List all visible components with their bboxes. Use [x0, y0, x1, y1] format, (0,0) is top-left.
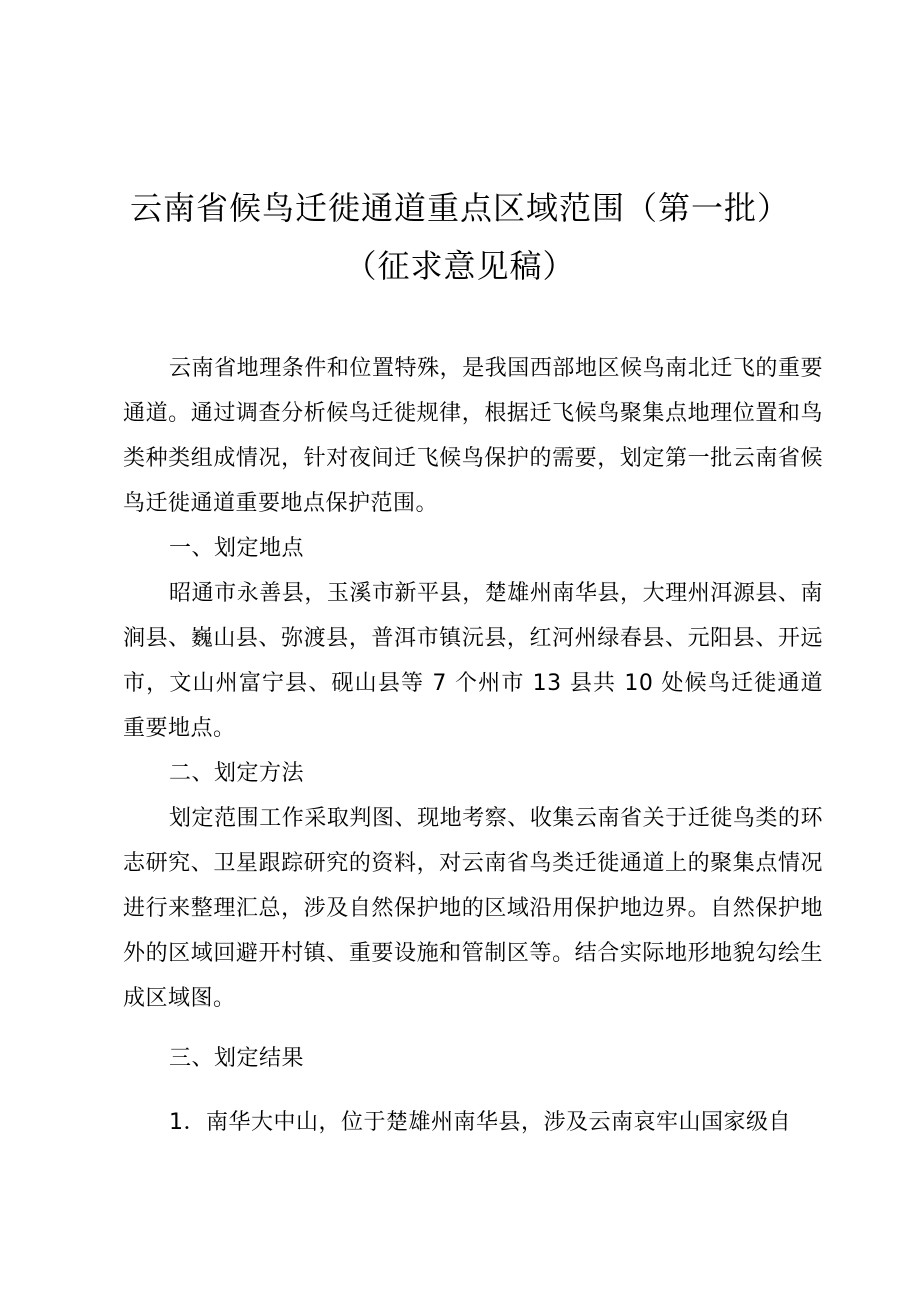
section-heading-method: 二、划定方法 — [169, 761, 305, 786]
method-paragraph: 划定范围工作采取判图、现地考察、收集云南省关于迁徙鸟类的环志研究、卫星跟踪研究的资料，对云南省鸟类迁徙通道上的聚集点情况进行来整理汇总，涉及自然保护地的区域沿用保护地边界。自然保护地外的区域回避开村镇、重要设施和管制区等。结合实际地形地貌勾绘生成区域图。 — [123, 806, 823, 1011]
section-heading-results: 三、划定结果 — [169, 1046, 305, 1071]
document-title: 云南省候鸟迁徙通道重点区域范围（第一批） — [129, 189, 790, 227]
intro-paragraph: 云南省地理条件和位置特殊，是我国西部地区候鸟南北迁飞的重要通道。通过调查分析候鸟迁徙规律，根据迁飞候鸟聚集点地理位置和鸟类种类组成情况，针对夜间迁飞候鸟保护的需要，划定第一批云南省候鸟迁徙通道重要地点保护范围。 — [123, 356, 823, 516]
section-heading-locations: 一、划定地点 — [169, 536, 305, 561]
locations-paragraph: 昭通市永善县，玉溪市新平县，楚雄州南华县，大理州洱源县、南涧县、巍山县、弥渡县，普洱市镇沅县，红河州绿春县、元阳县、开远市，文山州富宁县、砚山县等 7 个州市 13 县共 10 处候鸟迁徙通道重要地点。 — [123, 581, 823, 741]
result-item-1: 1．南华大中山，位于楚雄州南华县，涉及云南哀牢山国家级自 — [169, 1110, 791, 1135]
document-subtitle: （征求意见稿） — [344, 247, 576, 285]
